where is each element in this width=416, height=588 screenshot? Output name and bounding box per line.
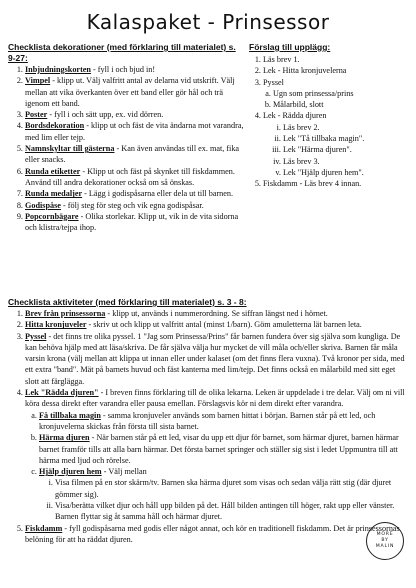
item-label: Hitta kronjuveler: [25, 320, 87, 330]
item-label: Poster: [25, 110, 48, 120]
sub-list: [283, 122, 409, 178]
item-text: - klipp ut och fäst de vita ändarna mot varandra, med lim eller tejp.: [25, 121, 244, 142]
sub-list: [55, 477, 408, 522]
item-text: - fyll i och sätt upp, ex. vid dörren.: [47, 110, 164, 120]
item-label: Härma djuren: [39, 433, 90, 443]
list-item: [25, 143, 244, 166]
list-item: [25, 120, 244, 143]
plan-list: [249, 54, 409, 190]
item-text: - Olika storlekar. Klipp ut, vik in de vita sidorna och klistra/tejpa ihop.: [25, 211, 239, 233]
item-text: - Klipp ut och fäst på skynket till fiskdammen. Använd till andra dekorationer också om så önskas.: [25, 166, 235, 187]
item-label: Lek "Rädda djuren": [25, 388, 99, 398]
item-text: - fyll godispåsarna med godis eller något annat, och kör en traditionell fiskdamm. Det är prinsessornas belöning för att ha räddat djuren.: [25, 523, 400, 544]
plan-heading: Förslag till upplägg:: [249, 42, 331, 52]
list-item: [273, 88, 409, 99]
list-item: [25, 75, 244, 109]
item-label: Fiskdamm: [25, 523, 63, 533]
list-item: [55, 500, 408, 523]
item-text: - följ steg för steg och vik egna godispåsar.: [60, 200, 204, 210]
item-text: Lek "Tå tillbaka magin".: [283, 134, 365, 144]
list-item: [25, 64, 244, 75]
item-label: Pyssel: [25, 331, 47, 341]
item-text: Visa filmen på en stor skärm/tv. Barnen ska härma djuret som visas och sedan välja rätt stig (där djuret gömmer sig).: [55, 478, 392, 499]
plan-section: [249, 42, 409, 190]
item-text: - skriv ut och klipp ut valfritt antal (minst 1/barn). Göm amuletterna lät barnen leta.: [86, 320, 362, 330]
item-text: Ugn som prinsessa/prins: [273, 88, 354, 98]
item-label: Runda medaljer: [25, 189, 83, 199]
item-label: Godispåse: [25, 200, 61, 210]
list-item: [263, 54, 409, 65]
decorations-section: [8, 42, 244, 233]
logo-line: MORE: [376, 532, 394, 537]
item-text: Lek "Härma djuren".: [283, 145, 352, 155]
item-text: Målarbild, slott: [273, 100, 324, 110]
item-label: Få tillbaka magin: [39, 410, 101, 420]
item-text: Läs brev 1.: [263, 55, 300, 64]
item-text: - Kan även användas till ex. mat, fika eller snacks.: [25, 144, 240, 165]
decorations-heading: Checklista dekorationer (med förklaring till materialet) s. 9-27:: [8, 42, 236, 63]
list-item: [25, 308, 408, 319]
list-item: [25, 387, 408, 523]
activities-heading: Checklista aktiviteter (med förklaring till materialet) s. 3 - 8:: [8, 297, 247, 307]
item-label: Popcornbägare: [25, 211, 79, 221]
list-item: [25, 331, 408, 387]
activities-section: [8, 297, 408, 545]
item-text: Läs brev 3.: [283, 156, 320, 166]
item-text: - klipp ut, används i nummerordning. Se siffran längst ned i hörnet.: [105, 309, 328, 318]
list-item: [39, 466, 408, 522]
sub-list: [39, 410, 408, 523]
item-text: Visa/berätta vilket djur och håll upp bilden på det. Håll bilden antingen till höger, rakt upp eller vänster. Barnen flyttar sig åt samma håll och härmar djuret.: [55, 501, 395, 522]
list-item: [283, 167, 409, 178]
item-label: Vimpel: [25, 76, 51, 86]
list-item: [25, 188, 244, 199]
item-text: - det finns tre olika pyssel. 1 "Jag som Prinsessa/Prins" får barnen fundera över sig själva som kungliga. De kan behöva hjälp med att läsa/skriva. De får själva välja hur mycket de vill måla och/eller skriva. Barnen får måla varsin krona (välj mellan att klippa ut innan eller under kalaset (om det finns flera vuxna). Två kronor per sida, med ett extra "band". Mät på barnets huvud och fäst kanterna med lim/tejp. Det finns också en målarbild med sitt eget slott att färglägga.: [25, 331, 405, 386]
item-text: - När barnen står på ett led, visar du upp ett djur för barnet, som härmar djuret, barnen härmar barnet framför tills att alla barn härmar. Det första barnet springer och ställer sig sist i ledet Uppmuntra till att härma med ljud och rörelse.: [39, 433, 399, 465]
list-item: [283, 144, 409, 155]
list-item: [25, 166, 244, 189]
item-text: Läs brev 2.: [283, 122, 320, 132]
list-item: [25, 211, 244, 234]
item-text: - samma kronjuveler används som barnen hittat i början. Barnen står på ett led, och kronjuvelerna skickas från första till sista barnet.: [39, 410, 376, 431]
item-label: Runda etiketter: [25, 166, 81, 176]
list-item: [283, 156, 409, 167]
list-item: [283, 133, 409, 144]
list-item: [55, 477, 408, 500]
item-label: Inbjudningskorten: [25, 65, 91, 74]
item-text: Lek - Rädda djuren: [263, 111, 327, 121]
item-text: - Lägg i godispåsarna eller dela ut till barnen.: [82, 189, 234, 199]
item-text: - I breven finns förklaring till de olika lekarna. Leken är uppdelade i tre delar. Välj om ni vill köra dessa direkt efter varandra eller pausa emellan. Förslagsvis kör ni dem direkt efter varandra.: [25, 388, 405, 409]
list-item: [273, 99, 409, 110]
item-label: Bordsdekoration: [25, 121, 85, 131]
list-item: [25, 109, 244, 120]
item-label: Namnskyltar till gästerna: [25, 144, 115, 154]
list-item: [39, 432, 408, 466]
logo-line: BY: [381, 538, 389, 543]
item-text: Lek "Hjälp djuren hem".: [283, 167, 364, 177]
list-item: [25, 523, 408, 546]
list-item: [25, 200, 244, 211]
list-item: [39, 410, 408, 433]
item-text: Pyssel: [263, 77, 284, 87]
list-item: [263, 65, 409, 76]
list-item: [263, 77, 409, 111]
item-label: Hjälp djuren hem: [39, 467, 102, 477]
list-item: [283, 122, 409, 133]
logo-line: MALIN: [375, 544, 395, 549]
list-item: [25, 319, 408, 330]
list-item: [263, 110, 409, 178]
item-label: Brev från prinsessorna: [25, 309, 106, 318]
activities-list: [8, 308, 408, 545]
item-text: Fiskdamm - Läs brev 4 innan.: [263, 179, 362, 189]
list-item: [263, 178, 409, 189]
brand-logo: [366, 522, 404, 560]
item-text: - Välj mellan: [101, 467, 147, 477]
item-text: Lek - Hitta kronjuvelerna: [263, 66, 347, 76]
item-text: - klipp ut. Välj valfritt antal av delarna vid utskrift. Välj mellan att vika överkanten över ett band eller gör hål och trä igenom ett band.: [25, 76, 235, 108]
page-title: Kalaspaket - Prinsessor: [86, 10, 330, 34]
decorations-list: [8, 64, 244, 233]
item-text: - fyll i och bjud in!: [90, 65, 156, 74]
sub-list: [273, 88, 409, 111]
